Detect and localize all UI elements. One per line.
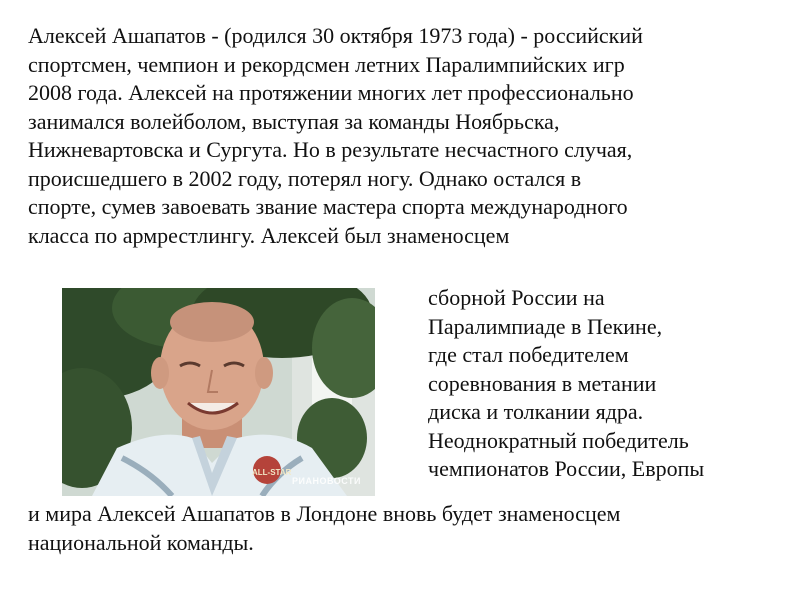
paragraph-bottom	[28, 500, 778, 557]
text-line: Алексей Ашапатов - (родился 30 октября 1973 года) - российский	[28, 23, 643, 48]
athlete-photo	[62, 288, 375, 496]
text-line: и мира Алексей Ашапатов в Лондоне вновь будет знаменосцем	[28, 501, 621, 526]
text-line: национальной команды.	[28, 529, 254, 555]
text-line: класса по армрестлингу. Алексей был знаменосцем	[28, 222, 510, 248]
paragraph-top	[28, 22, 778, 250]
photo-watermark: РИАНОВОСТИ	[292, 476, 361, 486]
text-line: происшедшего в 2002 году, потерял ногу. Однако остался в	[28, 165, 582, 191]
paragraph-right	[428, 284, 788, 484]
text-line: занимался волейболом, выступая за команды Ноябрьска,	[28, 108, 560, 134]
text-line: Неоднократный победитель	[428, 427, 689, 453]
text-line: где стал победителем	[428, 342, 629, 367]
text-line: соревнования в метании	[428, 370, 657, 396]
text-line: Нижневартовска и Сургута. Но в результате несчастного случая,	[28, 137, 633, 162]
text-line: спортсмен, чемпион и рекордсмен летних Паралимпийских игр	[28, 51, 625, 77]
jacket-logo: ALL-STAR	[252, 468, 292, 477]
text-line: чемпионатов России, Европы	[428, 456, 705, 481]
text-line: диска и толкании ядра.	[428, 399, 644, 424]
text-line: спорте, сумев завоевать звание мастера спорта международного	[28, 194, 628, 219]
text-line: сборной России на	[428, 285, 605, 310]
text-line: 2008 года. Алексей на протяжении многих лет профессионально	[28, 80, 634, 105]
text-line: Паралимпиаде в Пекине,	[428, 313, 663, 339]
